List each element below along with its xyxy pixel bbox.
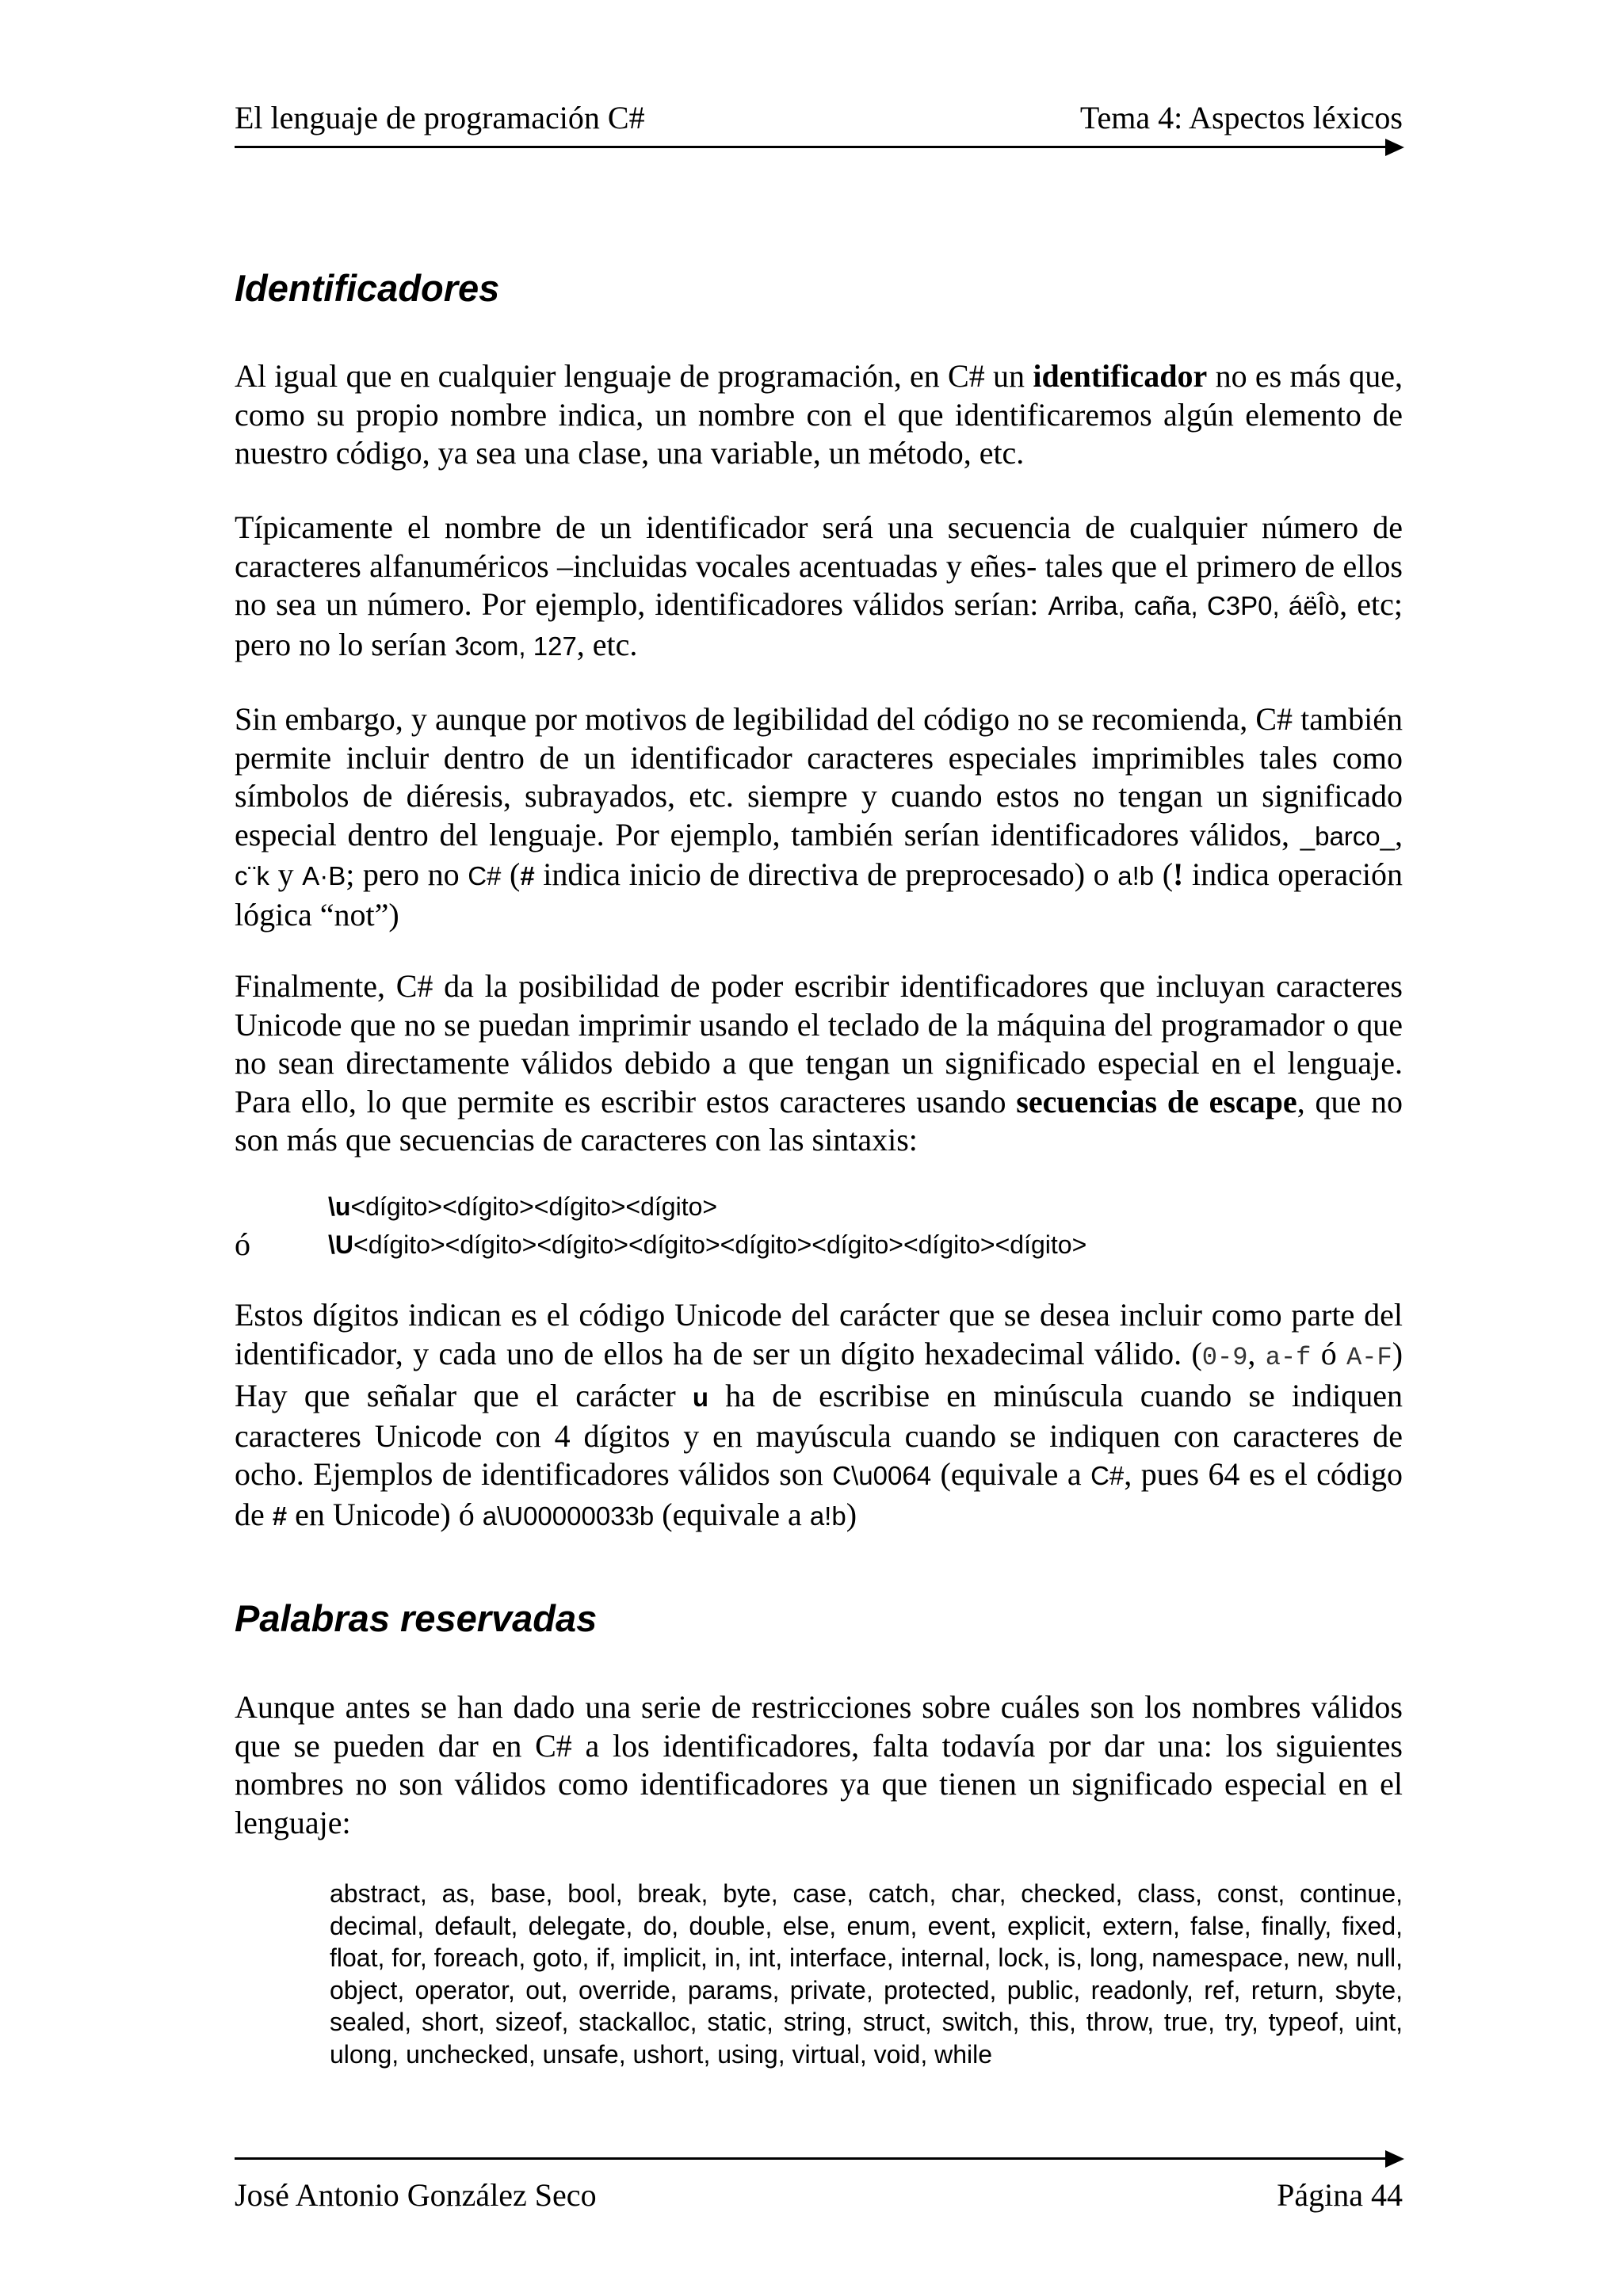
paragraph-identificador-definicion <box>235 357 1403 473</box>
text-run: indica operación lógica “not”) <box>235 856 1403 933</box>
reserved-keywords-list: abstract, as, base, bool, break, byte, case, catch, char, checked, class, const, continue, decimal, default, delegate, do, double, else, enum, event, explicit, extern, false, finally, fixed, float, for, foreach, goto, if, implicit, in, int, interface, internal, lock, is, long, namespace, new, null, object, operator, out, override, params, private, protected, public, readonly, ref, return, sbyte, sealed, short, sizeof, stackalloc, static, string, struct, switch, this, throw, true, try, typeof, uint, ulong, unchecked, unsafe, ushort, using, virtual, void, while <box>330 1879 1403 2069</box>
paragraph-identificadores-validos <box>235 509 1403 666</box>
code-example: 3com, 127 <box>454 631 577 661</box>
section-heading-identificadores: Identificadores <box>235 267 500 309</box>
header-rule <box>235 146 1387 148</box>
text-run: ) <box>846 1496 857 1532</box>
escape-syntax-short <box>235 1188 1403 1225</box>
text-run: , <box>1247 1335 1266 1371</box>
chapter-title: Tema 4: Aspectos léxicos <box>1079 100 1403 135</box>
syntax-digits: <dígito><dígito><dígito><dígito> <box>350 1192 718 1221</box>
header-arrow-icon <box>1385 139 1404 156</box>
text-run: (equivale a <box>931 1456 1091 1492</box>
code-symbol: ! <box>1173 856 1184 892</box>
hex-range: a-f <box>1265 1342 1312 1372</box>
footer-rule <box>235 2157 1387 2160</box>
code-example: _barco_ <box>1300 821 1395 851</box>
text-run: ) Hay que señalar que el carácter <box>235 1335 1403 1413</box>
text-run: ó <box>1311 1335 1347 1371</box>
text-run: , que no son más que secuencias de caracteres con las sintaxis: <box>235 1083 1403 1158</box>
code-symbol: # <box>520 861 535 891</box>
hex-range: 0-9 <box>1201 1342 1248 1372</box>
code-example: a!b <box>809 1501 846 1531</box>
paragraph-digitos-hexadecimales <box>235 1296 1403 1535</box>
text-run: Finalmente, C# da la posibilidad de poder escribir identificadores que incluyan caracteres Unicode que no se puedan imprimir usando el teclado de la máquina del programador o que no sean directamente válidos debido a que tengan un significado especial en el lenguaje. Para ello, lo que permite es escribir estos caracteres usando <box>235 968 1403 1119</box>
running-footer <box>235 2177 1403 2214</box>
paragraph-caracteres-especiales <box>235 700 1403 934</box>
code-symbol: # <box>272 1501 288 1531</box>
section-heading-palabras-reservadas: Palabras reservadas <box>235 1597 598 1639</box>
escape-prefix: \u <box>328 1192 351 1221</box>
book-title: El lenguaje de programación C# <box>235 100 645 135</box>
code-example: c¨k <box>235 861 269 891</box>
text-run: ( <box>501 856 521 892</box>
text-run: Al igual que en cualquier lenguaje de programación, en C# un <box>235 358 1033 394</box>
text-run: indica inicio de directiva de preprocesado) o <box>534 856 1118 892</box>
escape-syntax-long <box>235 1226 1403 1263</box>
text-run: ( <box>1154 856 1174 892</box>
term-identificador: identificador <box>1033 358 1208 394</box>
text-run: (equivale a <box>654 1496 810 1532</box>
page-number: Página 44 <box>1277 2177 1403 2213</box>
escape-prefix: \U <box>328 1230 353 1259</box>
text-run: Sin embargo, y aunque por motivos de legibilidad del código no se recomienda, C# también permite incluir dentro de un identificador caracteres especiales imprimibles tales como símbolos de diéresis, subrayados, etc. siempre y cuando estos no tengan un significado especial dentro del lenguaje. Por ejemplo, también serían identificadores válidos, <box>235 701 1403 852</box>
syntax-digits: <dígito><dígito><dígito><dígito><dígito><dígito><dígito><dígito> <box>353 1230 1087 1259</box>
text-run: no es más que, como su propio nombre indica, un nombre con el que identificaremos algún elemento de nuestro código, ya sea una clase, una variable, un método, etc. <box>235 358 1403 471</box>
paragraph-secuencias-escape <box>235 967 1403 1160</box>
code-example: C# <box>1090 1461 1125 1490</box>
code-example: C\u0064 <box>832 1461 932 1490</box>
hex-range: A-F <box>1346 1342 1392 1372</box>
footer-arrow-icon <box>1385 2150 1404 2168</box>
code-example: A·B <box>302 861 346 891</box>
paragraph-palabras-reservadas: Aunque antes se han dado una serie de restricciones sobre cuáles son los nombres válidos que se pueden dar en C# a los identificadores, falta todavía por dar una: los siguientes nombres no son válidos como identificadores ya que tienen un significado especial en el lenguaje: <box>235 1689 1403 1840</box>
term-secuencias-de-escape: secuencias de escape <box>1016 1083 1297 1119</box>
text-run: Estos dígitos indican es el código Unicode del carácter que se desea incluir como parte del identificador, y cada uno de ellos ha de ser un dígito hexadecimal válido. ( <box>235 1297 1403 1371</box>
text-run: , <box>1395 816 1403 852</box>
text-run: , etc. <box>576 626 638 662</box>
text-run: en Unicode) ó <box>287 1496 483 1532</box>
code-example: a\U00000033b <box>482 1501 655 1531</box>
text-run: , etc; pero no lo serían <box>235 586 1403 662</box>
running-header <box>235 100 1403 136</box>
text-run: ; pero no <box>346 856 468 892</box>
syntax-line <box>328 1188 717 1225</box>
author-name: José Antonio González Seco <box>235 2177 597 2213</box>
text-run: Típicamente el nombre de un identificador será una secuencia de cualquier número de caracteres alfanuméricos –incluidas vocales acentuadas y eñes- tales que el primero de ellos no sea un número. Por ejemplo, identificadores válidos serían: <box>235 509 1403 622</box>
text-run: ha de escribise en minúscula cuando se indiquen caracteres Unicode con 4 dígitos y en mayúscula cuando se indiquen con caracteres de ocho. Ejemplos de identificadores válidos son <box>235 1378 1403 1492</box>
code-symbol: u <box>692 1383 709 1412</box>
syntax-line <box>328 1226 1086 1263</box>
code-example: C# <box>468 861 502 891</box>
text-run: y <box>269 856 303 892</box>
code-example: a!b <box>1117 861 1155 891</box>
syntax-or: ó <box>235 1226 250 1262</box>
code-example: Arriba, caña, C3P0, áëÎò <box>1048 591 1340 620</box>
text-run: , pues 64 es el código de <box>235 1456 1403 1532</box>
